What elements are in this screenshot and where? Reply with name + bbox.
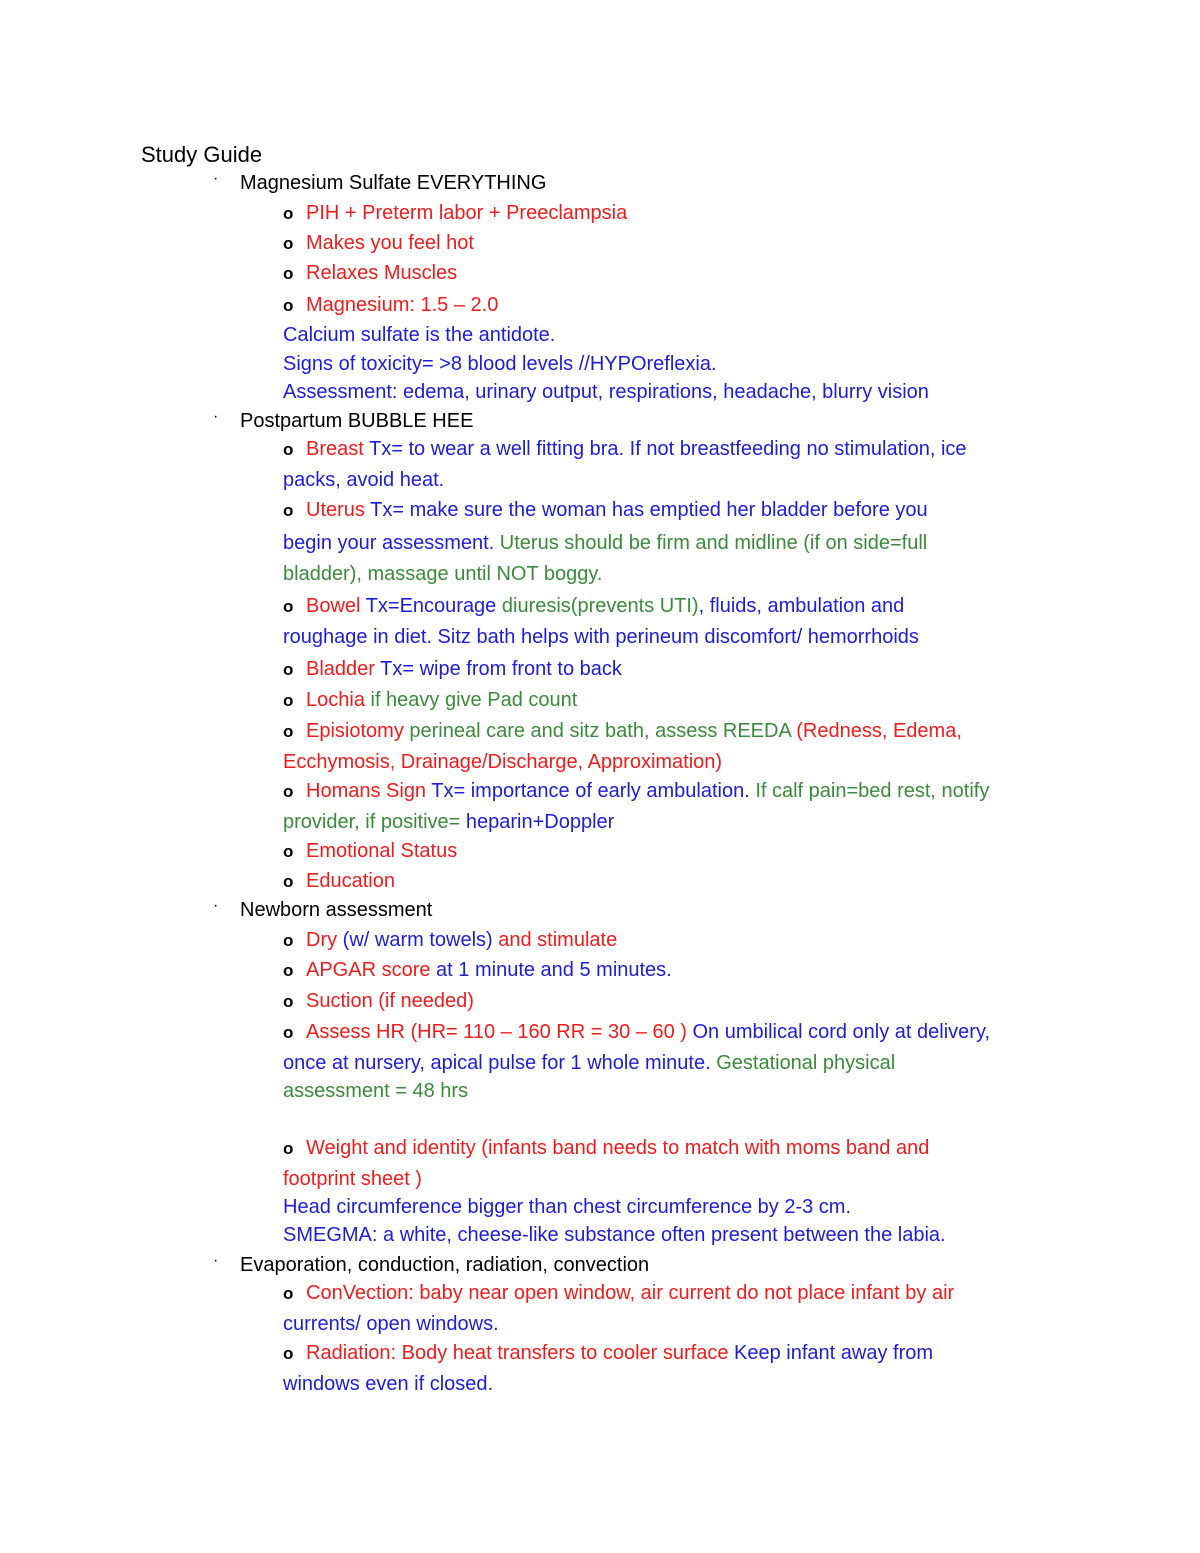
bullet-icon: · [213,1252,219,1269]
text-segment: , fluids, ambulation and [698,595,905,617]
text-segment: On umbilical cord only at delivery, [692,1021,991,1043]
text-segment: heparin+Doppler [465,811,615,833]
text-segment: begin your assessment. [283,532,500,554]
text-segment: Assess HR (HR= 110 – 160 RR = 30 – 60 ) [306,1021,693,1043]
text-segment: Dry [306,929,343,951]
list-item [283,1282,955,1305]
text-segment: if heavy give Pad count [370,689,578,711]
text-segment: Tx= importance of early ambulation. [431,780,756,802]
text-segment: windows even if closed. [283,1373,494,1395]
text-segment: Tx=Encourage [365,595,502,617]
list-item [283,689,578,712]
text-segment: If calf pain=bed rest, notify [755,780,990,802]
text-segment: assessment = 48 hrs [283,1080,469,1102]
sub-bullet-icon: o [283,1139,294,1158]
sub-bullet-icon: o [283,296,294,315]
list-item [283,1342,934,1365]
text-segment: diuresis(prevents UTI) [501,595,699,617]
text-segment: PIH + Preterm labor + Preeclampsia [306,202,628,224]
text-segment: currents/ open windows. [283,1313,499,1335]
continuation-line [283,1313,499,1336]
list-item [283,595,905,618]
continuation-line [283,469,444,492]
text-segment: once at nursery, apical pulse for 1 whole minute. [283,1052,717,1074]
text-segment: Homans Sign [306,780,432,802]
list-item [283,990,474,1013]
list-item [283,959,672,982]
text-segment: at 1 minute and 5 minutes. [436,959,672,981]
continuation-line [283,626,919,649]
text-segment: Evaporation, conduction, radiation, convection [240,1254,650,1276]
text-segment: Relaxes Muscles [306,262,458,284]
sub-bullet-icon: o [283,842,294,861]
text-segment: bladder), massage until NOT boggy. [283,563,603,585]
page-title: Study Guide [141,142,263,167]
text-segment: Uterus [306,499,371,521]
text-segment: Assessment: edema, urinary output, respirations, headache, blurry vision [283,381,929,403]
text-segment: packs, avoid heat. [283,469,445,491]
continuation-line [283,381,929,404]
list-item [283,438,967,461]
text-segment: Keep infant away from [734,1342,934,1364]
text-segment: (Redness, Edema, [796,720,962,742]
section-heading [213,170,547,195]
continuation-line [283,532,927,555]
continuation-line [283,751,722,774]
list-item [283,929,618,952]
list-item [283,658,622,681]
bullet-icon: · [213,170,219,187]
continuation-line [283,1168,422,1191]
text-segment: Calcium sulfate is the antidote. [283,324,556,346]
sub-bullet-icon: o [283,597,294,616]
continuation-line [283,811,614,834]
text-segment: SMEGMA: a white, cheese-like substance often present between the labia. [283,1224,946,1246]
list-item [283,1137,930,1160]
list-item [283,780,990,803]
text-segment: Bowel [306,595,366,617]
list-item [283,1021,991,1044]
continuation-line [283,1224,946,1247]
text-segment: (w/ warm towels) [342,929,499,951]
bullet-icon: · [213,897,219,914]
sub-bullet-icon: o [283,722,294,741]
sub-bullet-icon: o [283,782,294,801]
continuation-line [283,324,555,347]
text-segment: Emotional Status [306,840,458,862]
continuation-line [283,1080,468,1103]
sub-bullet-icon: o [283,234,294,253]
text-segment: Magnesium: 1.5 – 2.0 [306,294,499,316]
sub-bullet-icon: o [283,1344,294,1363]
text-segment: roughage in diet. Sitz bath helps with perineum discomfort/ hemorrhoids [283,626,919,648]
sub-bullet-icon: o [283,872,294,891]
text-segment: Radiation: Body heat transfers to cooler surface [306,1342,735,1364]
text-segment: Magnesium Sulfate EVERYTHING [240,172,547,194]
list-item [283,499,928,522]
text-segment: and stimulate [498,929,618,951]
sub-bullet-icon: o [283,440,294,459]
sub-bullet-icon: o [283,931,294,950]
text-segment: Ecchymosis, Drainage/Discharge, Approximation) [283,751,723,773]
sub-bullet-icon: o [283,992,294,1011]
sub-bullet-icon: o [283,501,294,520]
list-item [283,840,458,863]
continuation-line [283,563,602,586]
text-segment: Makes you feel hot [306,232,474,254]
text-segment: Gestational physical [716,1052,896,1074]
text-segment: Newborn assessment [240,899,433,921]
list-item [283,232,474,255]
text-segment: Lochia [306,689,371,711]
text-segment: Uterus should be firm and midline (if on side=full [499,532,928,554]
text-segment: Tx= to wear a well fitting bra. If not breastfeeding no stimulation, ice [369,438,967,460]
sub-bullet-icon: o [283,204,294,223]
text-segment: Breast [306,438,369,460]
text-segment: ConVection: baby near open window, air current do not place infant by air [306,1282,955,1304]
text-segment: Episiotomy [306,720,410,742]
continuation-line [283,353,717,376]
bullet-icon: · [213,408,219,425]
text-segment: Education [306,870,395,892]
text-segment: footprint sheet ) [283,1168,422,1190]
text-segment: Tx= wipe from front to back [380,658,622,680]
sub-bullet-icon: o [283,961,294,980]
text-segment: Signs of toxicity= >8 blood levels //HYPOreflexia. [283,353,717,375]
text-segment: Tx= make sure the woman has emptied her bladder before you [370,499,928,521]
text-segment: Suction (if needed) [306,990,474,1012]
section-heading [213,1252,650,1277]
text-segment: Weight and identity (infants band needs to match with moms band and [306,1137,930,1159]
continuation-line [283,1052,895,1075]
text-segment: Bladder [306,658,381,680]
continuation-line [283,1196,851,1219]
text-segment: provider, if positive= [283,811,466,833]
list-item [283,202,628,225]
sub-bullet-icon: o [283,264,294,283]
continuation-line [283,1373,493,1396]
list-item [283,720,962,743]
text-segment: perineal care and sitz bath, assess REEDA [409,720,797,742]
text-segment: Postpartum BUBBLE HEE [240,410,474,432]
list-item [283,262,458,285]
text-segment: APGAR score [306,959,437,981]
sub-bullet-icon: o [283,660,294,679]
text-segment: Head circumference bigger than chest circumference by 2-3 cm. [283,1196,852,1218]
sub-bullet-icon: o [283,691,294,710]
sub-bullet-icon: o [283,1023,294,1042]
list-item [283,870,395,893]
section-heading [213,897,433,922]
list-item [283,294,499,317]
section-heading [213,408,474,433]
sub-bullet-icon: o [283,1284,294,1303]
